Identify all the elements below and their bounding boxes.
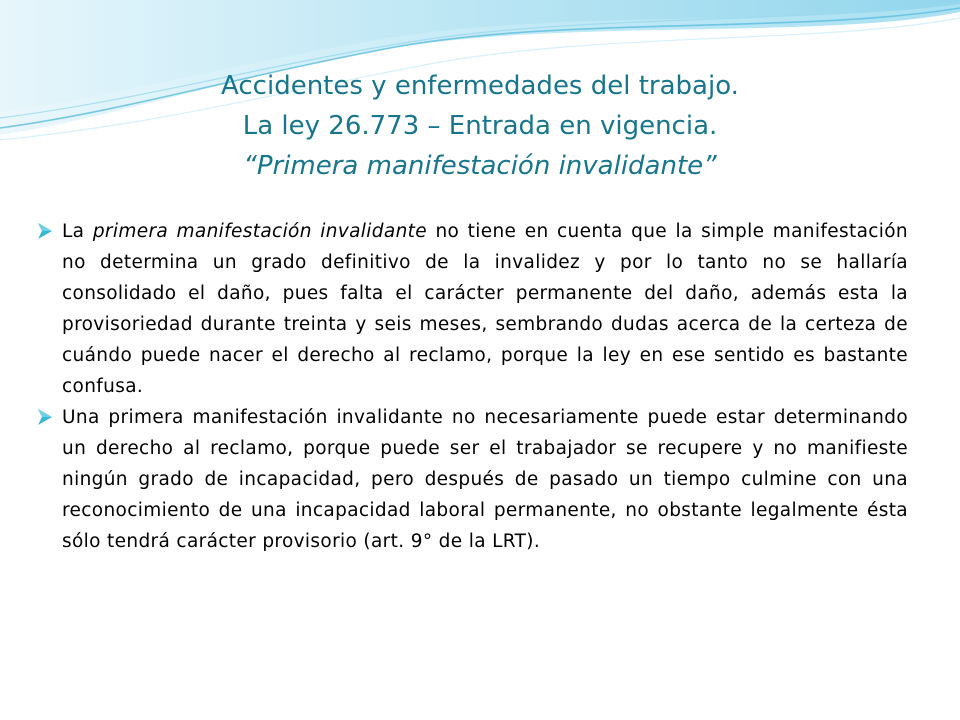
title-line-2: La ley 26.773 – Entrada en vigencia. [242,111,718,141]
bullet-1-emphasis: primera manifestación invalidante [92,221,427,242]
bullet-1-body: no tiene en cuenta que la simple manifestación no determina un grado definitivo de la invalidez y por lo tanto no se hallaría consolidado el daño, pues falta el carácter permanente del daño, además esta la provisoriedad durante treinta y seis meses, sembrando dudas acerca de la certeza de cuándo puede nacer el derecho al reclamo, porque la ley en ese sentido es bastante confusa. [62,221,909,397]
bullet-item-1 [34,216,908,402]
bullet-2-body: Una primera manifestación invalidante no necesariamente puede estar determinando un derecho al reclamo, porque puede ser el trabajador se recupere y no manifieste ningún grado de incapacidad, pero después de pasado un tiempo culmine con una reconocimiento de una incapacidad laboral permanente, no obstante legalmente ésta sólo tendrá carácter provisorio (art. 9° de la LRT). [62,407,908,552]
bullet-text-1 [62,216,908,402]
title-line-3: “Primera manifestación invalidante” [243,151,717,181]
slide-title [60,66,900,186]
arrow-bullet-icon [34,406,56,428]
title-line-1: Accidentes y enfermedades del trabajo. [221,71,739,101]
bullet-item-2 [34,402,908,557]
bullet-list [34,216,908,557]
bullet-text-2 [62,402,908,557]
bullet-1-prefix: La [62,221,93,242]
arrow-bullet-icon [34,220,56,242]
